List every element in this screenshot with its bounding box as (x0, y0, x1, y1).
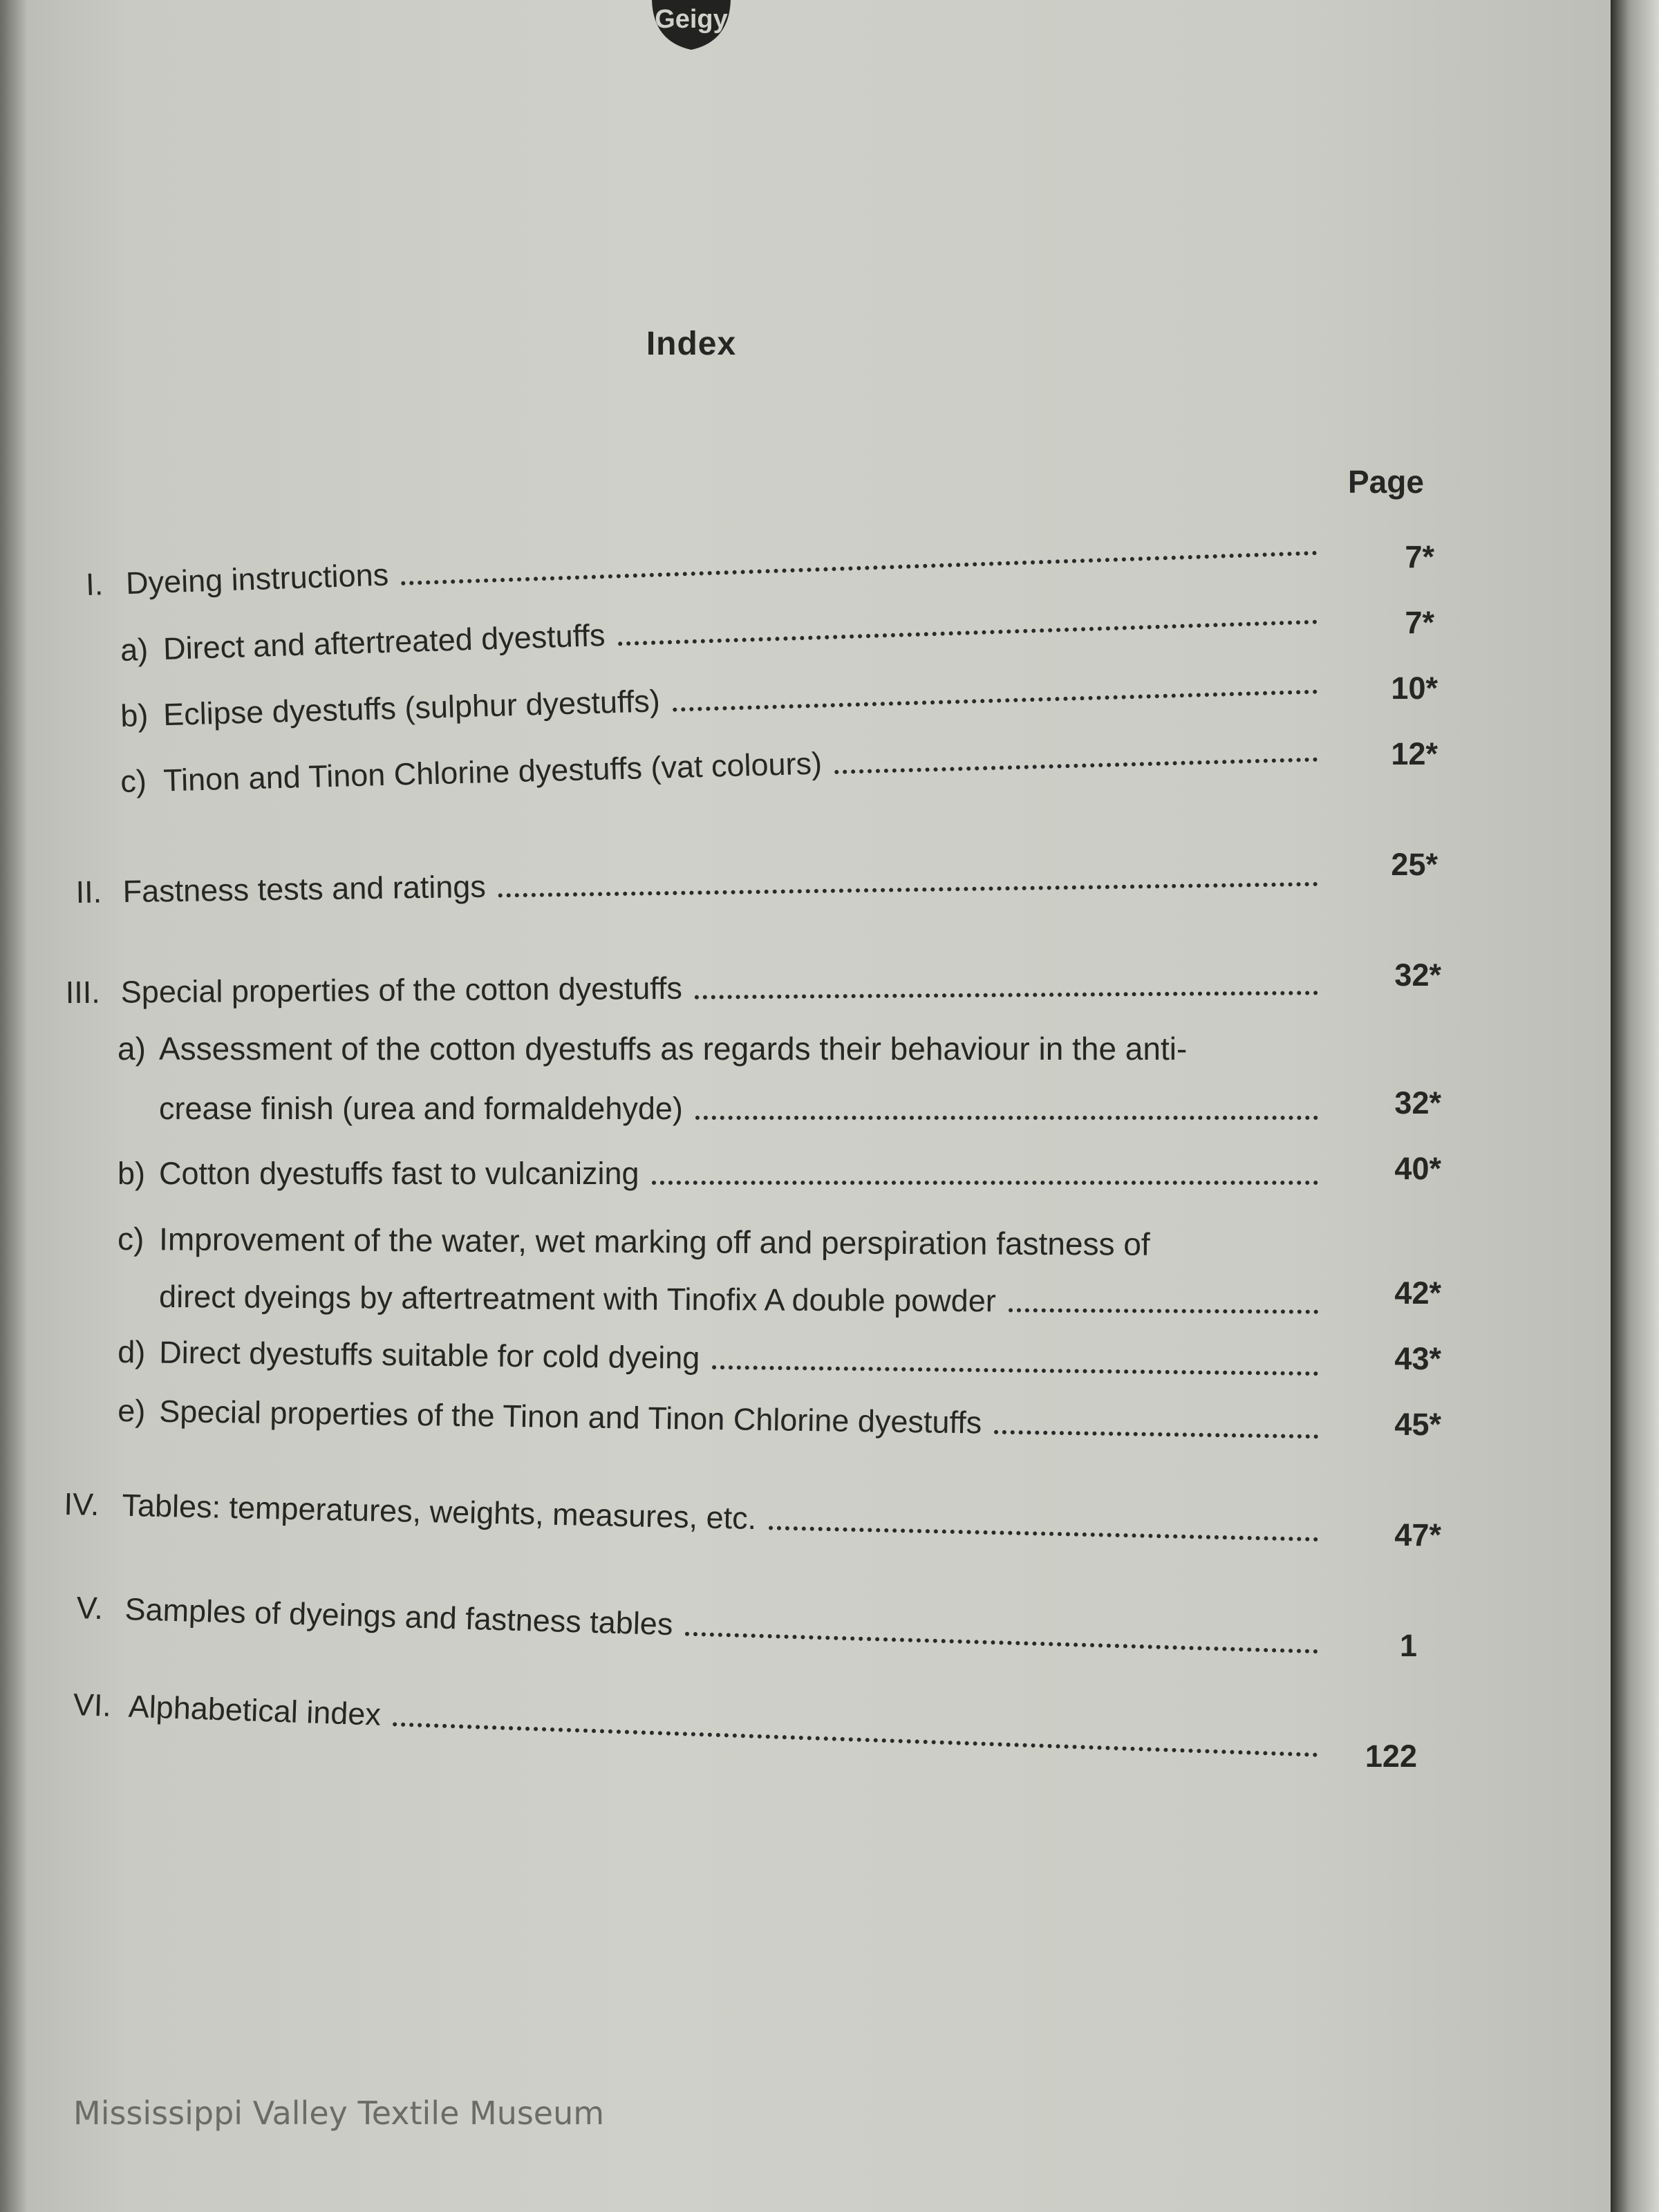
toc-entry (85, 525, 1330, 603)
toc-entry (120, 732, 1331, 800)
toc-entry (118, 1156, 1331, 1192)
entry-page: 12* (1391, 736, 1438, 771)
entry-label: Tables: temperatures, weights, measures, etc. (122, 1487, 757, 1536)
entry-page: 7* (1405, 539, 1434, 574)
entry-page: 45* (1394, 1407, 1441, 1442)
entry-number: e) (118, 1393, 146, 1429)
page-edge (1611, 0, 1659, 2212)
entry-number: II. (75, 874, 102, 910)
entry-label: Cotton dyestuffs fast to vulcanizing (159, 1156, 639, 1191)
entry-page: 40* (1394, 1151, 1441, 1186)
entry-page: 7* (1405, 605, 1434, 640)
dot-leader (652, 1181, 1318, 1185)
dot-leader (769, 1526, 1318, 1541)
toc-entry (118, 1334, 1331, 1382)
entry-number: b) (118, 1156, 146, 1191)
toc-entry (159, 1091, 1331, 1127)
entry-label: Dyeing instructions (125, 556, 389, 601)
entry-number: I. (85, 566, 104, 603)
watermark-text: Mississippi Valley Textile Museum (73, 2094, 605, 2132)
entry-label: Special properties of the cotton dyestuffs (120, 970, 683, 1010)
dot-leader (695, 991, 1318, 999)
entry-number: a) (120, 631, 149, 668)
dot-leader (695, 1116, 1318, 1120)
toc-entry (120, 594, 1330, 668)
toc-entry (159, 1279, 1331, 1321)
geigy-logo-icon (646, 0, 736, 55)
entry-number: a) (118, 1031, 146, 1067)
page-column-header: Page (1348, 464, 1424, 500)
toc-entry (66, 966, 1331, 1011)
toc-entry-line1 (118, 1220, 1150, 1263)
entry-label: Special properties of the Tinon and Tinon Chlorine dyestuffs (159, 1393, 982, 1441)
entry-number: V. (76, 1590, 104, 1627)
dot-leader (401, 551, 1317, 585)
entry-label: Direct and aftertreated dyestuffs (162, 617, 606, 667)
logo-text: Geigy (655, 5, 728, 34)
entry-label: Alphabetical index (127, 1688, 382, 1732)
entry-number: IV. (64, 1486, 100, 1523)
dot-leader (673, 690, 1318, 712)
entry-label: Eclipse dyestuffs (sulphur dyestuffs) (162, 683, 661, 733)
entry-number: III. (65, 974, 101, 1010)
entry-number: b) (120, 697, 149, 734)
dot-leader (834, 758, 1318, 774)
entry-number: c) (120, 763, 147, 800)
dot-leader (685, 1632, 1318, 1654)
dot-leader (498, 882, 1318, 898)
entry-label: direct dyeings by aftertreatment with Tinofix A double powder (159, 1279, 996, 1319)
entry-page: 42* (1394, 1275, 1441, 1311)
entry-page: 47* (1394, 1517, 1441, 1553)
entry-label: Samples of dyeings and fastness tables (124, 1591, 674, 1642)
entry-page: 32* (1394, 1085, 1441, 1121)
entry-number: c) (118, 1221, 144, 1257)
toc-entry (118, 1393, 1331, 1445)
entry-page: 10* (1391, 671, 1438, 706)
dot-leader (393, 1722, 1318, 1756)
toc-entry (120, 664, 1331, 734)
entry-page: 32* (1394, 957, 1441, 993)
dot-leader (712, 1365, 1318, 1376)
entry-number: d) (118, 1334, 146, 1370)
toc-entry-line1 (118, 1030, 1187, 1067)
toc-entry (73, 1687, 1331, 1764)
entry-page: 25* (1391, 847, 1438, 882)
entry-label-line1: Improvement of the water, wet marking off and perspiration fastness of (159, 1221, 1150, 1262)
entry-label: Tinon and Tinon Chlorine dyestuffs (vat colours) (162, 745, 823, 798)
entry-page: 122 (1365, 1738, 1417, 1774)
dot-leader (994, 1430, 1318, 1439)
toc-entry (76, 1590, 1331, 1661)
entry-page: 1 (1399, 1628, 1417, 1663)
entry-label: Direct dyestuffs suitable for cold dyeing (159, 1334, 700, 1376)
entry-label: crease finish (urea and formaldehyde) (159, 1091, 683, 1126)
dot-leader (618, 620, 1318, 646)
toc-entry (75, 857, 1331, 910)
toc-entry (64, 1486, 1331, 1548)
dot-leader (1009, 1308, 1318, 1313)
entry-label-line1: Assessment of the cotton dyestuffs as regards their behaviour in the anti- (159, 1031, 1188, 1067)
index-title: Index (646, 326, 737, 362)
entry-number: VI. (73, 1687, 112, 1723)
entry-label: Fastness tests and ratings (122, 868, 487, 910)
entry-page: 43* (1394, 1341, 1441, 1376)
